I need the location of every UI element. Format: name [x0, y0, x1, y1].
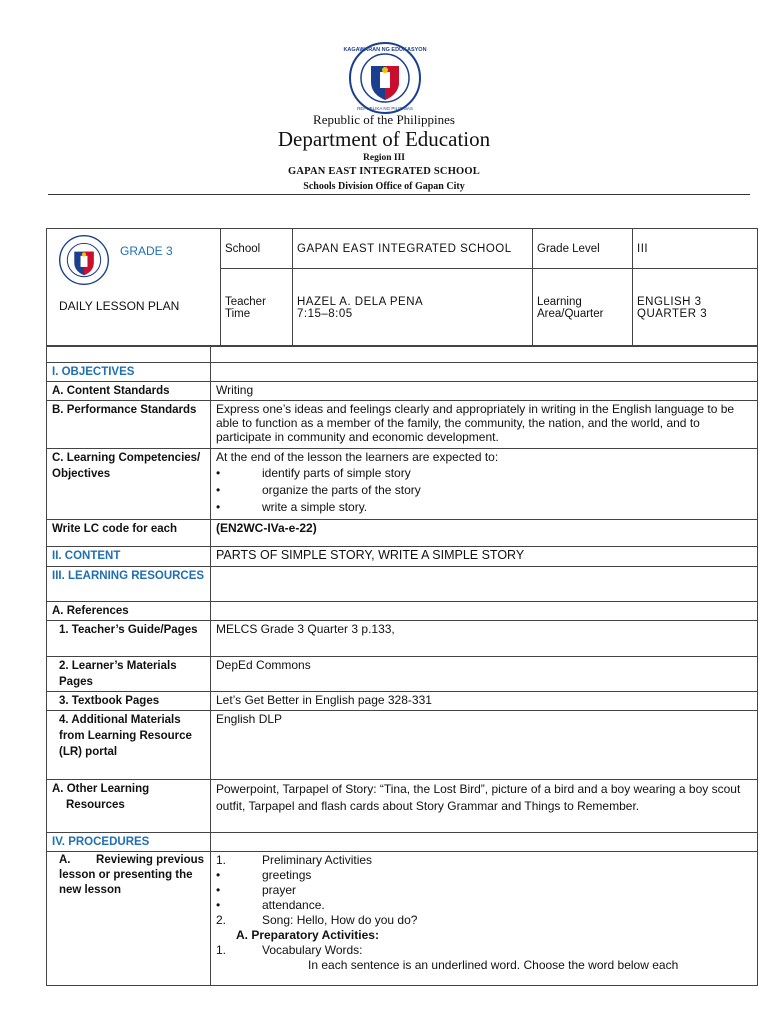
reviewing-lesson-label: A. Reviewing previous lesson or presenting the new lesson — [47, 852, 211, 986]
teachers-guide-value: MELCS Grade 3 Quarter 3 p.133, — [211, 621, 758, 657]
competencies-value — [211, 449, 758, 520]
table-row — [47, 833, 758, 852]
time-label: Time — [225, 307, 251, 320]
procedures-value — [211, 852, 758, 986]
table-row — [47, 401, 758, 449]
preparatory-heading: A. Preparatory Activities: — [236, 928, 379, 942]
table-row — [47, 692, 758, 711]
list-item: • greetings — [216, 868, 312, 882]
list-item: • identify parts of simple story — [216, 466, 411, 480]
table-row — [47, 711, 758, 780]
dlp-label: DAILY LESSON PLAN — [59, 299, 180, 313]
republic-heading: Republic of the Philippines — [313, 112, 455, 127]
grade-level-label: Grade Level — [533, 229, 633, 269]
teachers-guide-label: 1. Teacher’s Guide/Pages — [47, 621, 211, 657]
lesson-plan-table — [46, 345, 758, 986]
content-standards-value: Writing — [211, 382, 758, 401]
teacher-time-value — [293, 269, 533, 347]
content-standards-label: A. Content Standards — [47, 382, 211, 401]
vocabulary-instruction: In each sentence is an underlined word. Choose the word below each — [308, 958, 679, 972]
subject-quarter-value — [633, 269, 758, 347]
list-item: 1. Vocabulary Words: — [216, 943, 363, 957]
list-item: 1. Preliminary Activities — [216, 853, 373, 867]
division-heading: Schools Division Office of Gapan City — [303, 181, 465, 192]
seal-text-bottom: REPUBLIKA NG PILIPINAS — [357, 106, 413, 111]
textbook-pages-value: Let’s Get Better in English page 328-331 — [211, 692, 758, 711]
list-item: • organize the parts of the story — [216, 483, 421, 497]
subject-value: ENGLISH 3 — [637, 295, 702, 308]
additional-materials-value: English DLP — [211, 711, 758, 780]
other-resources-value: Powerpoint, Tarpapel of Story: “Tina, the Lost Bird”, picture of a bird and a boy wearing a boy scout outfit, Tarpapel and flash cards about Story Grammar and Things to Remember. — [211, 780, 758, 833]
list-item: 2. Song: Hello, How do you do? — [216, 913, 418, 927]
competencies-label: C. Learning Competencies/ Objectives — [47, 449, 211, 520]
lesson-info-table — [46, 228, 758, 347]
table-row — [47, 520, 758, 547]
textbook-pages-label: 3. Textbook Pages — [47, 692, 211, 711]
competencies-intro: At the end of the lesson the learners are expected to: — [216, 450, 499, 464]
table-row — [47, 780, 758, 833]
table-row — [47, 567, 758, 602]
school-heading: GAPAN EAST INTEGRATED SCHOOL — [287, 166, 480, 177]
table-row — [47, 382, 758, 401]
time-value: 7:15–8:05 — [297, 307, 353, 320]
learning-area-label — [533, 269, 633, 347]
table-row — [47, 363, 758, 382]
references-label: A. References — [47, 602, 211, 621]
content-heading: II. CONTENT — [47, 547, 211, 567]
teacher-time-label — [221, 269, 293, 347]
performance-standards-value: Express one’s ideas and feelings clearly and appropriately in writing in the English language to be able to function as a member of the family, the community, the nation, and the world, and to participate in community and economic development. — [211, 401, 758, 449]
table-row — [47, 657, 758, 692]
blank-value-cell — [211, 346, 758, 363]
table-row — [47, 547, 758, 567]
lc-code-value: (EN2WC-IVa-e-22) — [211, 520, 758, 547]
table-row — [47, 621, 758, 657]
learners-materials-label: 2. Learner’s Materials Pages — [47, 657, 211, 692]
learning-label: Learning — [537, 295, 582, 308]
table-row — [47, 852, 758, 986]
list-item: • write a simple story. — [216, 500, 368, 514]
school-label: School — [221, 229, 293, 269]
list-item: • attendance. — [216, 898, 325, 912]
learners-materials-value: DepEd Commons — [211, 657, 758, 692]
quarter-value: QUARTER 3 — [637, 307, 708, 320]
table-row — [47, 602, 758, 621]
other-resources-label: A. Other Learning Resources — [47, 780, 211, 833]
area-quarter-label: Area/Quarter — [537, 307, 604, 320]
region-heading: Region III — [363, 153, 405, 163]
department-title: Department of Education — [277, 127, 491, 151]
grade-label: GRADE 3 — [120, 244, 173, 258]
objectives-heading: I. OBJECTIVES — [47, 363, 211, 382]
procedures-heading: IV. PROCEDURES — [47, 833, 211, 852]
teacher-label: Teacher — [225, 295, 266, 308]
resources-heading: III. LEARNING RESOURCES — [47, 567, 211, 602]
deped-seal — [343, 42, 427, 114]
table-row — [47, 449, 758, 520]
performance-standards-label: B. Performance Standards — [47, 401, 211, 449]
blank-label-cell — [47, 346, 211, 363]
content-value: PARTS OF SIMPLE STORY, WRITE A SIMPLE STORY — [211, 547, 758, 567]
school-value: GAPAN EAST INTEGRATED SCHOOL — [293, 229, 533, 269]
grade-level-value: III — [633, 229, 758, 269]
teacher-value: HAZEL A. DELA PENA — [297, 295, 424, 308]
additional-materials-label: 4. Additional Materials from Learning Resource (LR) portal — [47, 711, 211, 780]
lc-code-label: Write LC code for each — [47, 520, 211, 547]
deped-seal-small — [59, 235, 109, 285]
grade-cell — [47, 229, 221, 347]
seal-text-top: KAGAWARAN NG EDUKASYON — [343, 47, 427, 53]
header-divider — [48, 194, 750, 195]
list-item: • prayer — [216, 883, 297, 897]
